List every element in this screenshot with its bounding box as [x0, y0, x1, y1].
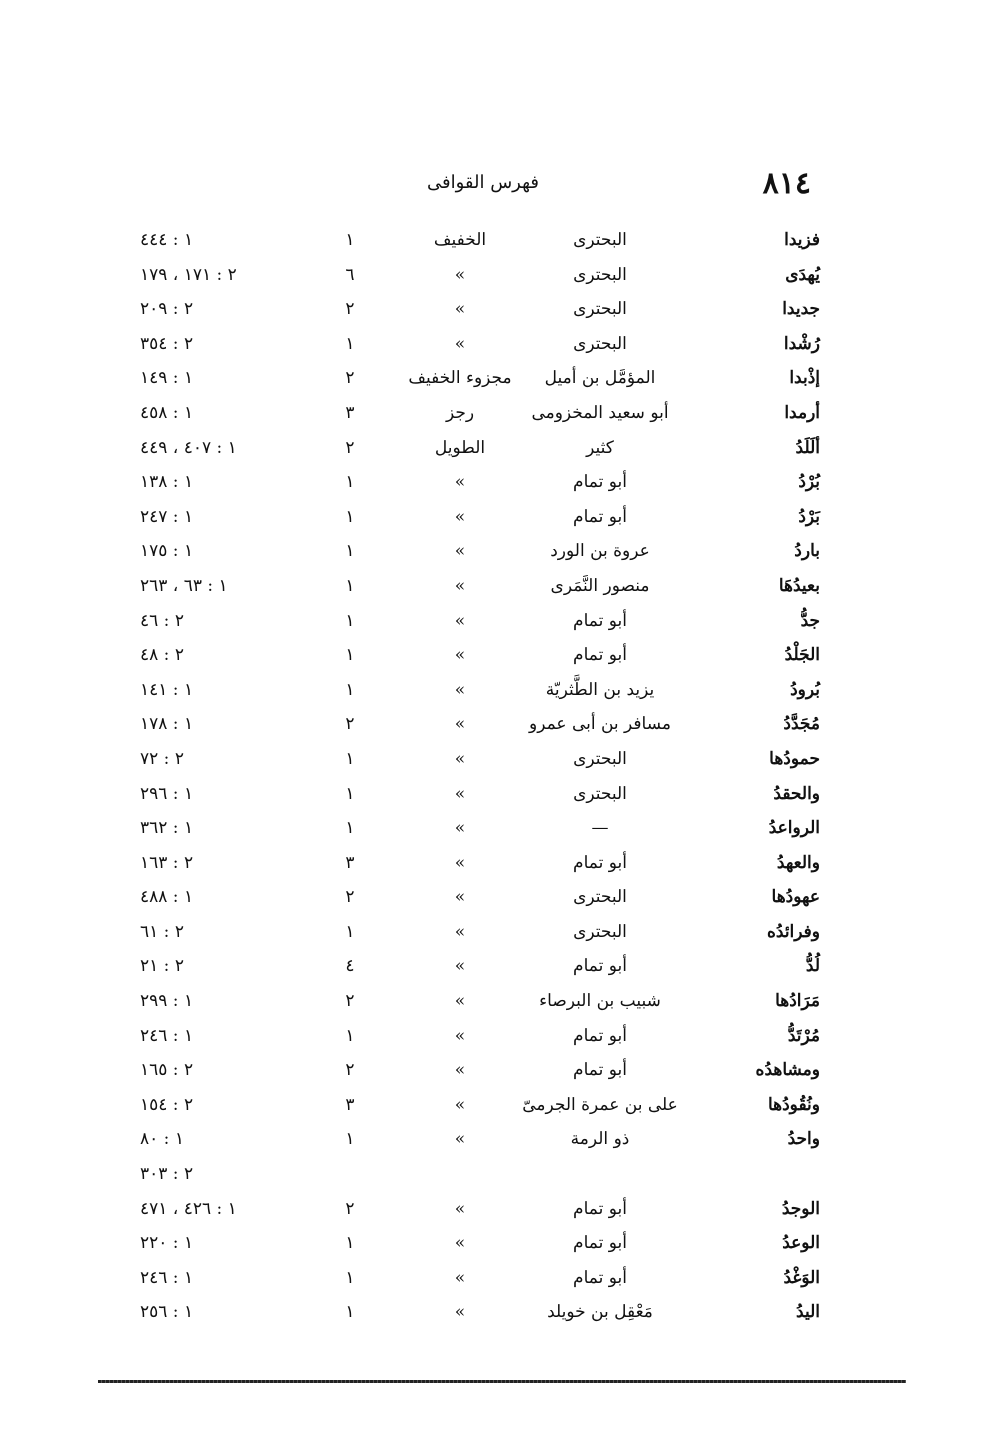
footer-divider	[98, 1380, 906, 1383]
verse-count: ٢	[345, 437, 355, 458]
meter-name: »	[454, 264, 466, 285]
rhyme-word: واحدُ	[787, 1129, 820, 1150]
volume-page-reference: ١ : ٤٥٨	[140, 402, 194, 423]
meter-name: »	[454, 645, 466, 666]
rhyme-word: ومشاهدُه	[755, 1060, 820, 1081]
meter-name: مجزوء الخفيف	[408, 368, 512, 389]
table-row	[140, 745, 820, 780]
verse-count: ٢	[345, 1060, 355, 1081]
rhyme-word: باردُ	[794, 541, 820, 562]
volume-page-reference: ٢ : ٣٠٣	[140, 1164, 194, 1185]
poet-name: البحترى	[573, 748, 627, 769]
volume-page-reference: ١ : ٢٩٩	[140, 991, 194, 1012]
poet-name: أبو تمام	[573, 1233, 627, 1254]
poet-name: على بن عمرة الجرمىّ	[522, 1094, 678, 1115]
table-row	[140, 1056, 820, 1091]
table-row	[140, 607, 820, 642]
rhyme-word: حمودُها	[769, 748, 820, 769]
volume-page-reference: ١ : ٢٢٠	[140, 1233, 194, 1254]
volume-page-reference: ١ : ٨٠	[140, 1129, 184, 1150]
page-title: فهرس القوافى	[426, 172, 540, 193]
poet-name: البحترى	[573, 887, 627, 908]
table-row	[140, 295, 820, 330]
meter-name: »	[454, 714, 466, 735]
poet-name: كثير	[586, 437, 614, 458]
table-row	[140, 1264, 820, 1299]
meter-name: »	[454, 1060, 466, 1081]
poet-name: أبو تمام	[573, 1025, 627, 1046]
table-row	[140, 537, 820, 572]
meter-name: »	[454, 1129, 466, 1150]
verse-count: ٢	[345, 299, 355, 320]
verse-count: ١	[345, 610, 355, 631]
table-row	[140, 814, 820, 849]
table-row	[140, 261, 820, 296]
table-row	[140, 364, 820, 399]
volume-page-reference: ٢ : ٤٦	[140, 610, 184, 631]
rhyme-word: فزيدا	[784, 230, 820, 250]
volume-page-reference: ٢ : ١٦٥	[140, 1060, 194, 1081]
verse-count: ٣	[345, 852, 355, 873]
verse-count: ١	[345, 1233, 355, 1254]
volume-page-reference: ٢ : ٢٠٩	[140, 299, 194, 320]
rhyme-word: الرواعدُ	[768, 818, 820, 839]
rhyme-word: مَرَادُها	[775, 991, 820, 1012]
verse-count: ١	[345, 230, 355, 250]
meter-name: »	[454, 299, 466, 320]
meter-name: »	[454, 1198, 466, 1219]
rhyme-word: الوجدُ	[781, 1198, 820, 1219]
volume-page-reference: ١ : ٤٠٧ ، ٤٤٩	[140, 437, 237, 458]
volume-page-reference: ٢ : ٤٨	[140, 645, 184, 666]
table-row	[140, 503, 820, 538]
verse-count: ١	[345, 472, 355, 493]
poet-name: البحترى	[573, 783, 627, 804]
meter-name: »	[454, 991, 466, 1012]
verse-count: ١	[345, 541, 355, 562]
table-row	[140, 987, 820, 1022]
poet-name: البحترى	[573, 230, 627, 250]
rhyme-word: بَرْدُ	[798, 506, 820, 527]
rhyme-word: أرمدا	[784, 402, 820, 423]
rhyme-word: جدُّ	[800, 610, 820, 631]
meter-name: »	[454, 852, 466, 873]
poet-name: منصور النَّمَرى	[550, 575, 650, 596]
rhyme-word: عهودُها	[771, 887, 820, 908]
rhyme-word: والعهدُ	[776, 852, 820, 873]
table-row	[140, 952, 820, 987]
meter-name: »	[454, 1025, 466, 1046]
table-row	[140, 676, 820, 711]
rhyme-word: ونُقُودُها	[767, 1094, 820, 1115]
rhyme-word: الوعدُ	[782, 1233, 820, 1254]
table-row	[140, 330, 820, 365]
verse-count: ١	[345, 575, 355, 596]
rhyme-word: وفرائدُه	[766, 921, 820, 942]
meter-name: »	[454, 956, 466, 977]
volume-page-reference: ١ : ٤٢٦ ، ٤٧١	[140, 1198, 237, 1219]
volume-page-reference: ١ : ١٤١	[140, 679, 194, 700]
rhyme-word: لُدُّ	[805, 956, 820, 977]
table-row	[140, 226, 820, 261]
volume-page-reference: ٢ : ١٦٣	[140, 852, 194, 873]
table-row	[140, 849, 820, 884]
poet-name: أبو تمام	[573, 956, 627, 977]
verse-count: ١	[345, 679, 355, 700]
rhyme-word: الوَغْدُ	[783, 1267, 820, 1288]
verse-count: ٣	[345, 402, 355, 423]
page-number: ٨١٤	[762, 166, 811, 201]
volume-page-reference: ٢ : ٣٥٤	[140, 333, 194, 354]
rhyme-word: بُرْدُ	[798, 472, 820, 493]
verse-count: ١	[345, 783, 355, 804]
poet-name: —	[591, 818, 609, 839]
verse-count: ٢	[345, 991, 355, 1012]
verse-count: ١	[345, 333, 355, 354]
meter-name: »	[454, 575, 466, 596]
volume-page-reference: ١ : ٢٤٦	[140, 1267, 194, 1288]
poet-name: البحترى	[573, 299, 627, 320]
volume-page-reference: ١ : ٢٤٦	[140, 1025, 194, 1046]
table-row	[140, 1022, 820, 1057]
rhyme-word: ألَلَدُ	[795, 437, 820, 458]
table-row	[140, 780, 820, 815]
rhyme-word: بعيدُهَا	[778, 575, 820, 596]
table-row	[140, 883, 820, 918]
poet-name: ذو الرمة	[570, 1129, 630, 1150]
volume-page-reference: ١ : ٢٤٧	[140, 506, 194, 527]
poet-name: أبو تمام	[573, 506, 627, 527]
poet-name: أبو سعيد المخزومى	[531, 402, 669, 423]
poet-name: أبو تمام	[573, 852, 627, 873]
verse-count: ٤	[345, 956, 355, 977]
rhyme-word: الجَلْدُ	[784, 645, 820, 666]
meter-name: »	[454, 748, 466, 769]
meter-name: رجز	[445, 402, 475, 423]
table-row	[140, 572, 820, 607]
table-row	[140, 1195, 820, 1230]
meter-name: »	[454, 1094, 466, 1115]
table-row	[140, 1125, 820, 1160]
volume-page-reference: ١ : ٢٥٦	[140, 1302, 194, 1323]
verse-count: ١	[345, 645, 355, 666]
verse-count: ٢	[345, 887, 355, 908]
rhyme-word: مُجَدَّدُ	[783, 714, 820, 735]
table-row	[140, 1091, 820, 1126]
verse-count: ١	[345, 1267, 355, 1288]
volume-page-reference: ١ : ١٧٨	[140, 714, 194, 735]
poet-name: عروة بن الورد	[550, 541, 650, 562]
verse-count: ٣	[345, 1094, 355, 1115]
meter-name: »	[454, 1267, 466, 1288]
meter-name: »	[454, 783, 466, 804]
rhyme-word: اليدُ	[796, 1302, 820, 1323]
table-row	[140, 1229, 820, 1264]
poet-name: يزيد بن الطَّثريّة	[545, 679, 655, 700]
poet-name: أبو تمام	[573, 1060, 627, 1081]
rhyme-index-table	[140, 226, 820, 1333]
poet-name: مسافر بن أبى عمرو	[528, 714, 672, 735]
poet-name: أبو تمام	[573, 1267, 627, 1288]
poet-name: شبيب بن البرصاء	[539, 991, 661, 1012]
volume-page-reference: ١ : ٢٩٦	[140, 783, 194, 804]
table-row	[140, 918, 820, 953]
verse-count: ١	[345, 818, 355, 839]
meter-name: »	[454, 541, 466, 562]
meter-name: »	[454, 506, 466, 527]
verse-count: ٢	[345, 1198, 355, 1219]
table-row	[140, 1160, 820, 1195]
volume-page-reference: ١ : ٦٣ ، ٢٦٣	[140, 575, 228, 596]
meter-name: »	[454, 818, 466, 839]
rhyme-word: جديدا	[782, 299, 820, 320]
verse-count: ١	[345, 921, 355, 942]
volume-page-reference: ١ : ٣٦٢	[140, 818, 194, 839]
table-row	[140, 434, 820, 469]
volume-page-reference: ١ : ١٣٨	[140, 472, 194, 493]
volume-page-reference: ١ : ٤٤٤	[140, 230, 194, 250]
volume-page-reference: ٢ : ١٥٤	[140, 1094, 194, 1115]
verse-count: ١	[345, 1129, 355, 1150]
meter-name: »	[454, 472, 466, 493]
verse-count: ١	[345, 1302, 355, 1323]
rhyme-word: يُهدَى	[785, 264, 820, 285]
volume-page-reference: ٢ : ٦١	[140, 921, 184, 942]
rhyme-word: والحقدُ	[773, 783, 820, 804]
table-row	[140, 399, 820, 434]
poet-name: أبو تمام	[573, 472, 627, 493]
poet-name: البحترى	[573, 921, 627, 942]
table-row	[140, 710, 820, 745]
poet-name: البحترى	[573, 333, 627, 354]
volume-page-reference: ٢ : ١٧١ ، ١٧٩	[140, 264, 237, 285]
poet-name: أبو تمام	[573, 645, 627, 666]
poet-name: المؤمَّل بن أميل	[544, 368, 656, 389]
table-row	[140, 1298, 820, 1333]
meter-name: »	[454, 610, 466, 631]
rhyme-word: إذْبدا	[789, 368, 820, 389]
meter-name: الطويل	[434, 437, 486, 458]
table-row	[140, 468, 820, 503]
verse-count: ١	[345, 506, 355, 527]
verse-count: ٢	[345, 368, 355, 389]
poet-name: البحترى	[573, 264, 627, 285]
poet-name: مَعْقِل بن خويلد	[547, 1302, 653, 1323]
poet-name: أبو تمام	[573, 1198, 627, 1219]
rhyme-word: رُشْدا	[783, 333, 820, 354]
verse-count: ١	[345, 1025, 355, 1046]
volume-page-reference: ١ : ١٧٥	[140, 541, 194, 562]
poet-name: أبو تمام	[573, 610, 627, 631]
volume-page-reference: ١ : ١٤٩	[140, 368, 194, 389]
rhyme-word: مُرْتَدُّ	[787, 1025, 820, 1046]
meter-name: »	[454, 1302, 466, 1323]
rhyme-word: بُرودُ	[790, 679, 820, 700]
verse-count: ٦	[345, 264, 355, 285]
verse-count: ١	[345, 748, 355, 769]
verse-count: ٢	[345, 714, 355, 735]
meter-name: »	[454, 921, 466, 942]
meter-name: »	[454, 1233, 466, 1254]
meter-name: »	[454, 887, 466, 908]
volume-page-reference: ٢ : ٧٢	[140, 748, 184, 769]
volume-page-reference: ١ : ٤٨٨	[140, 887, 194, 908]
table-row	[140, 641, 820, 676]
meter-name: »	[454, 679, 466, 700]
volume-page-reference: ٢ : ٢١	[140, 956, 184, 977]
meter-name: »	[454, 333, 466, 354]
meter-name: الخفيف	[433, 230, 487, 250]
